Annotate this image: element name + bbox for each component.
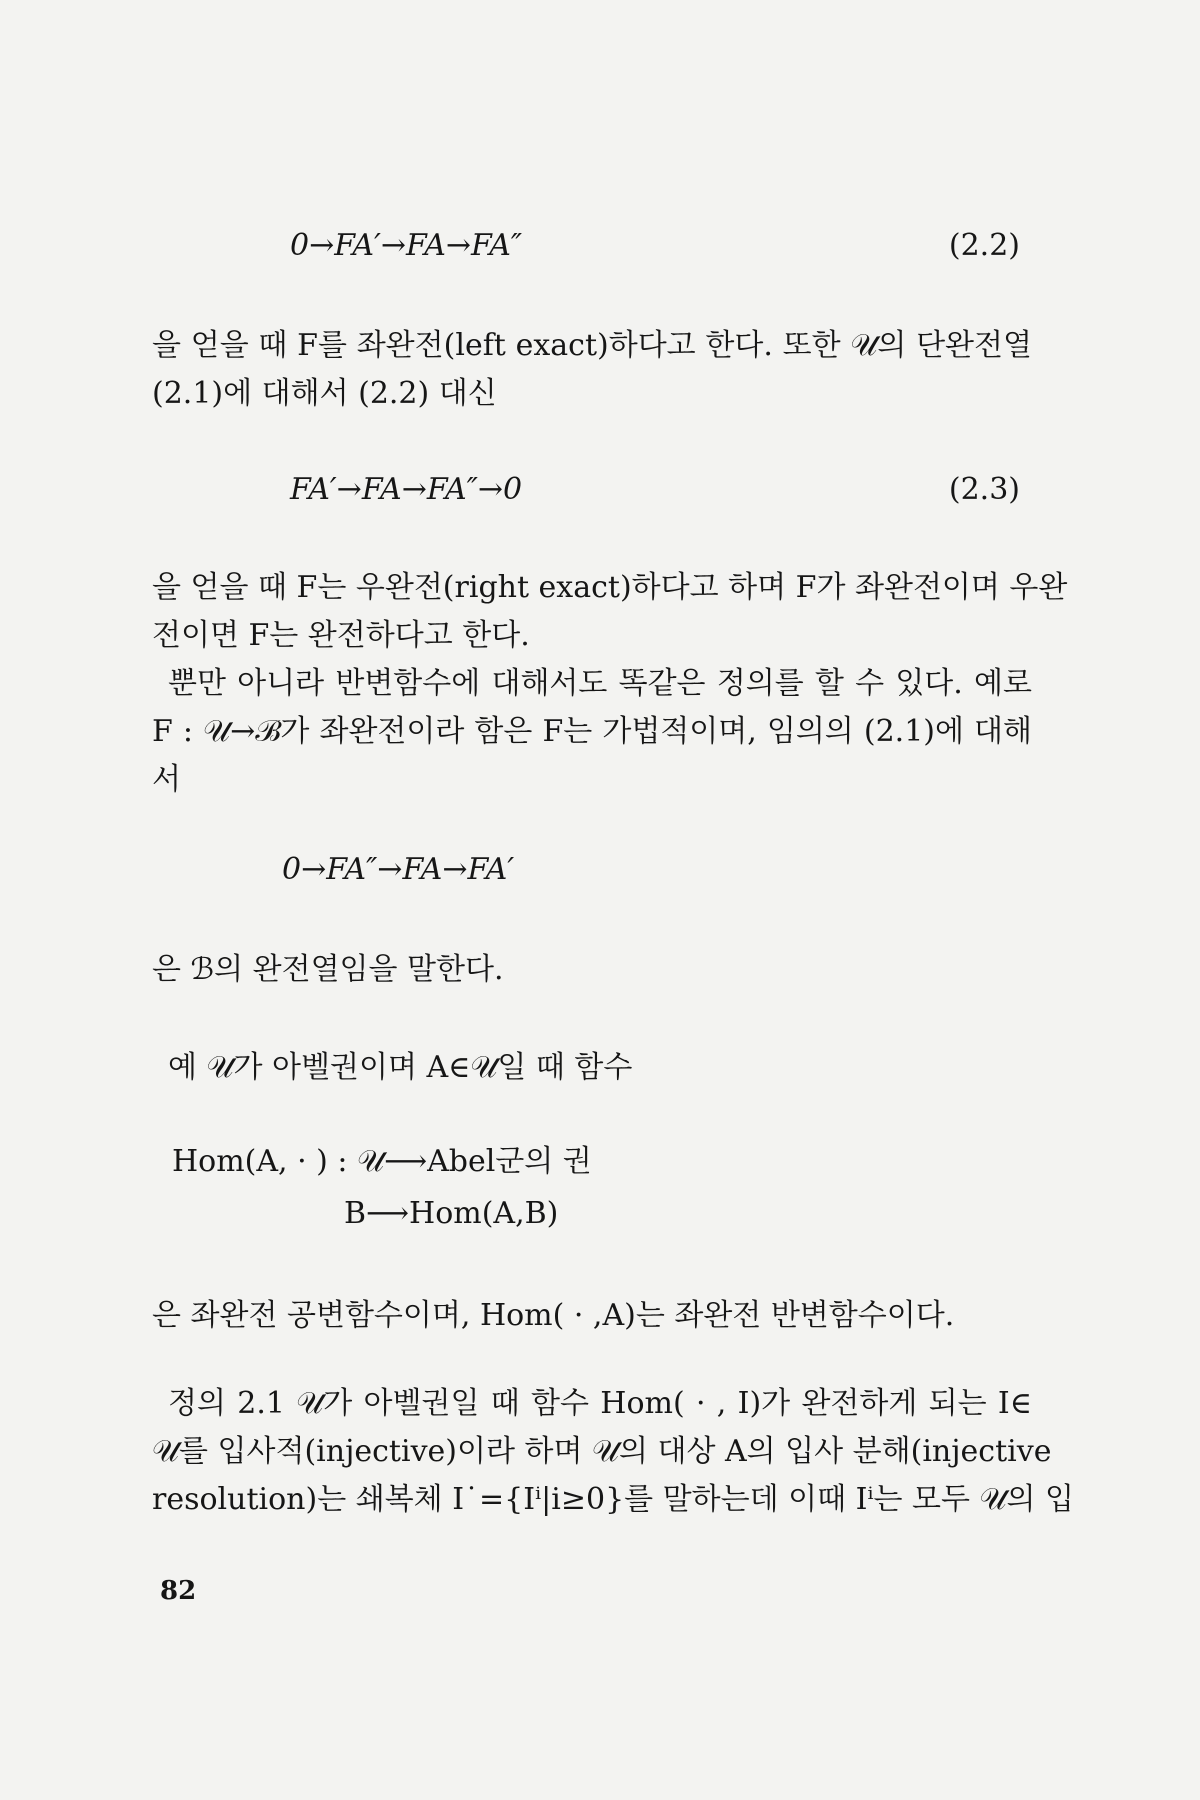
equation-2-3-number: (2.3): [948, 472, 1020, 507]
paragraph-line: 서: [152, 762, 181, 797]
paragraph-line: 을 얻을 때 F를 좌완전(left exact)하다고 한다. 또한 𝒰의 단완전열: [152, 328, 1032, 363]
equation-2-2-formula: 0→FA′→FA→FA″: [290, 228, 523, 263]
equation-2-3: [290, 472, 1020, 512]
paragraph-line: 은 ℬ의 완전열임을 말한다.: [152, 952, 504, 987]
paragraph-line: F : 𝒰→ℬ가 좌완전이라 함은 F는 가법적이며, 임의의 (2.1)에 대해: [152, 714, 1032, 749]
paragraph-line: 은 좌완전 공변함수이며, Hom( · ,A)는 좌완전 반변함수이다.: [152, 1298, 955, 1333]
page-number: 82: [160, 1576, 197, 1606]
definition-line: 정의 2.1 𝒰가 아벨권일 때 함수 Hom( · , I)가 완전하게 되는 I∈: [168, 1386, 1032, 1421]
definition-2-1: [152, 1380, 1075, 1524]
paragraph-right-exact: [152, 564, 1068, 804]
paragraph-line: 뿐만 아니라 반변함수에 대해서도 똑같은 정의를 할 수 있다. 예로: [168, 666, 1032, 701]
paragraph-left-exact: [152, 322, 1032, 418]
paragraph-line: (2.1)에 대해서 (2.2) 대신: [152, 376, 497, 411]
example-heading: 예 𝒰가 아벨권이며 A∈𝒰일 때 함수: [168, 1050, 633, 1085]
paragraph-line: 을 얻을 때 F는 우완전(right exact)하다고 하며 F가 좌완전이며 우완: [152, 570, 1068, 605]
equation-2-2-number: (2.2): [948, 228, 1020, 263]
definition-line: 𝒰를 입사적(injective)이라 하며 𝒰의 대상 A의 입사 분해(injective: [152, 1434, 1052, 1469]
definition-line: resolution)는 쇄복체 I˙={Iⁱ|i≥0}를 말하는데 이때 Iⁱ는 모두 𝒰의 입: [152, 1482, 1075, 1517]
equation-2-2: [290, 228, 1020, 268]
hom-functor-map: Hom(A, · ) : 𝒰⟶Abel군의 권: [172, 1144, 592, 1179]
paragraph-line: 전이면 F는 완전하다고 한다.: [152, 618, 530, 653]
equation-2-3-formula: FA′→FA→FA″→0: [290, 472, 523, 507]
hom-functor-object-map: B⟶Hom(A,B): [344, 1196, 559, 1231]
equation-contravariant: 0→FA″→FA→FA′: [282, 852, 515, 887]
